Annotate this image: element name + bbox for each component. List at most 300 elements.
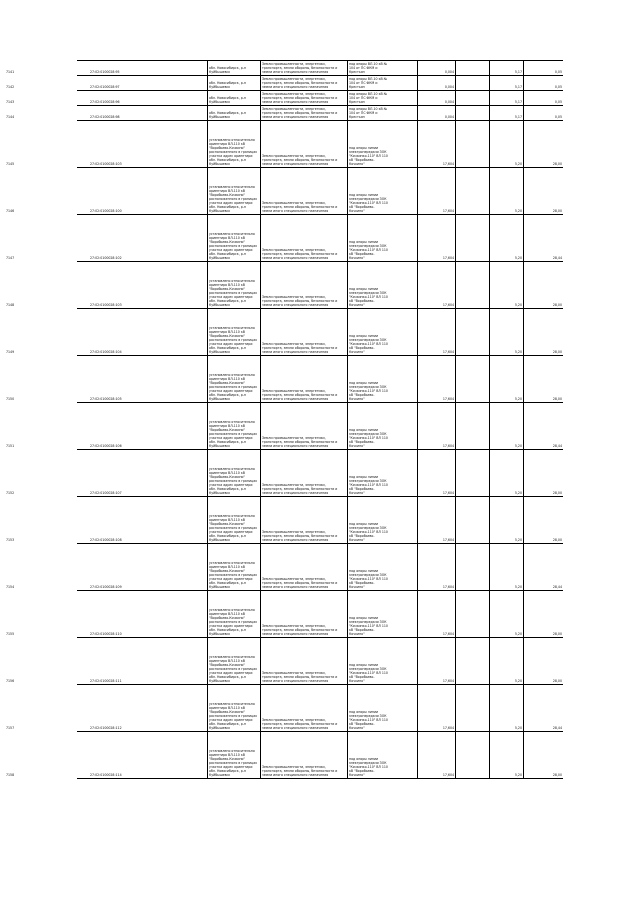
location-cell-text: установлено относительно ориентира ВЛ-110 кВ "Воробьево-Кочкино" расположенного в границах участка адрес ориентира: обл. Новосибирск, р-н Куйбышевск [209, 749, 258, 777]
land-category-cell [260, 732, 347, 778]
row-number-cell-text: 7151 [6, 444, 15, 448]
area-cell-text: 17,604 [442, 162, 454, 166]
permitted-use-cell [347, 497, 417, 543]
location-cell-text: установлено относительно ориентира ВЛ-110 кВ "Воробьево-Кочкино" расположенного в границах участка адрес ориентира: обл. Новосибирск, р-н Куйбышевск [209, 326, 258, 354]
area-cell-text: 17,604 [442, 773, 454, 777]
value-3-cell [523, 168, 563, 214]
value-2-cell [489, 638, 523, 684]
land-category-cell [260, 685, 347, 731]
row-number-cell-text: 7157 [6, 726, 15, 730]
row-number-cell [5, 356, 45, 402]
area-cell [417, 91, 455, 105]
value-2-cell [489, 544, 523, 590]
value-2-cell-text: 5,17 [514, 100, 522, 104]
cadastral-number-cell-text: 27:02:0100028:97 [90, 85, 120, 89]
location-cell-text: установлено относительно ориентира ВЛ-110 кВ "Воробьево-Кочкино" расположенного в границах участка адрес ориентира: обл. Новосибирск, р-н Куйбышевск [209, 185, 258, 213]
value-1-cell [455, 121, 489, 167]
row-number-cell-text: 7156 [6, 679, 15, 683]
cadastral-number-cell [89, 638, 134, 684]
row-number-cell [5, 450, 45, 496]
area-cell [417, 168, 455, 214]
cadastral-number-cell [89, 262, 134, 308]
value-3-cell-text: 28,00 [552, 491, 562, 495]
location-cell-text: установлено относительно ориентира ВЛ-110 кВ "Воробьево-Кочкино" расположенного в границах участка адрес ориентира: обл. Новосибирск, р-н Куйбышевск [209, 373, 258, 401]
location-cell-text: обл. Новосибирск, р-н Куйбышевск [209, 111, 247, 119]
area-cell [417, 262, 455, 308]
location-cell-text: установлено относительно ориентира ВЛ-110 кВ "Воробьево-Кочкино" расположенного в границах участка адрес ориентира: обл. Новосибирск, р-н Куйбышевск [209, 702, 258, 730]
permitted-use-cell-text: под опоры линии электропередачи ЗОК "Кочкинко-110" ВЛ 110 кВ "Воробьево- Кочкино" [349, 663, 388, 683]
table-row [6, 215, 563, 262]
value-3-cell [523, 106, 563, 120]
value-2-cell-text: 5,20 [514, 303, 522, 307]
location-cell [207, 168, 259, 214]
value-2-cell-text: 5,17 [514, 85, 522, 89]
value-3-cell [523, 76, 563, 90]
land-category-cell [260, 61, 347, 75]
value-1-cell [455, 403, 489, 449]
value-2-cell-text: 5,20 [514, 491, 522, 495]
value-1-cell [455, 76, 489, 90]
value-3-cell [523, 356, 563, 402]
location-cell [207, 106, 259, 120]
land-category-cell-text: Земли промышленности, энергетики, транспорта, земли обороны, безопасности и земли иного специального назначения [262, 577, 338, 589]
permitted-use-cell-text: под опоры линии электропередачи ЗОК "Кочкинко-110" ВЛ 110 кВ "Воробьево- Кочкино" [349, 287, 388, 307]
row-number-cell [5, 497, 45, 543]
row-number-cell-text: 7153 [6, 538, 15, 542]
value-3-cell-text: 0,05 [554, 70, 562, 74]
land-category-cell [260, 497, 347, 543]
value-2-cell-text: 5,20 [514, 773, 522, 777]
permitted-use-cell [347, 262, 417, 308]
cadastral-number-cell [89, 168, 134, 214]
value-3-cell-text: 28,00 [552, 303, 562, 307]
permitted-use-cell [347, 403, 417, 449]
value-2-cell [489, 106, 523, 120]
area-cell [417, 497, 455, 543]
land-category-cell [260, 591, 347, 637]
location-cell [207, 544, 259, 590]
permitted-use-cell-text: под опоры линии электропередачи ЗОК "Кочкинко-110" ВЛ 110 кВ "Воробьево- Кочкино" [349, 193, 388, 213]
area-cell-text: 0,004 [444, 100, 454, 104]
value-3-cell-text: 28,00 [552, 679, 562, 683]
cadastral-number-cell-text: 27:02:0100028:102 [90, 256, 122, 260]
value-1-cell [455, 356, 489, 402]
location-cell-text: установлено относительно ориентира ВЛ-110 кВ "Воробьево-Кочкино" расположенного в границах участка адрес ориентира: обл. Новосибирск, р-н Куйбышевск [209, 279, 258, 307]
value-2-cell [489, 403, 523, 449]
table-row [6, 121, 563, 168]
area-cell-text: 0,004 [444, 70, 454, 74]
land-category-cell-text: Земли промышленности, энергетики, транспорта, земли обороны, безопасности и земли иного специального назначения [262, 624, 338, 636]
land-category-cell-text: Земли промышленности, энергетики, транспорта, земли обороны, безопасности и земли иного специального назначения [262, 77, 338, 89]
permitted-use-cell-text: под опоры ВЛ-10 кВ № 104 от ПС ФКМ и Крестьян [349, 62, 388, 74]
value-2-cell-text: 5,17 [514, 115, 522, 119]
area-cell-text: 17,604 [442, 397, 454, 401]
value-2-cell [489, 61, 523, 75]
value-2-cell-text: 5,20 [514, 538, 522, 542]
value-3-cell-text: 0,05 [554, 85, 562, 89]
row-number-cell [5, 262, 45, 308]
cadastral-number-cell-text: 27:02:0100028:100 [90, 209, 122, 213]
land-category-cell [260, 91, 347, 105]
cadastral-number-cell [89, 106, 134, 120]
table-row [6, 76, 563, 91]
value-3-cell [523, 497, 563, 543]
location-cell-text: обл. Новосибирск, р-н Куйбышевск [209, 81, 247, 89]
value-2-cell [489, 450, 523, 496]
table-row [6, 168, 563, 215]
area-cell [417, 638, 455, 684]
land-category-cell [260, 544, 347, 590]
table-row [6, 262, 563, 309]
row-number-cell-text: 7143 [6, 100, 15, 104]
cadastral-number-cell-text: 27:02:0100028:95 [90, 70, 120, 74]
table-row [6, 91, 563, 106]
permitted-use-cell-text: под опоры линии электропередачи ЗОК "Кочкинко-110" ВЛ 110 кВ "Воробьево- Кочкино" [349, 428, 388, 448]
location-cell-text: установлено относительно ориентира ВЛ-110 кВ "Воробьево-Кочкино" расположенного в границах участка адрес ориентира: обл. Новосибирск, р-н Куйбышевск [209, 608, 258, 636]
cadastral-number-cell-text: 27:02:0100028:107 [90, 491, 122, 495]
location-cell-text: установлено относительно ориентира ВЛ-110 кВ "Воробьево-Кочкино" расположенного в границах участка адрес ориентира: обл. Новосибирск, р-н Куйбышевск [209, 655, 258, 683]
area-cell [417, 215, 455, 261]
land-category-cell-text: Земли промышленности, энергетики, транспорта, земли обороны, безопасности и земли иного специального назначения [262, 436, 338, 448]
location-cell [207, 262, 259, 308]
area-cell-text: 17,604 [442, 209, 454, 213]
location-cell [207, 356, 259, 402]
location-cell-text: обл. Новосибирск, р-н Куйбышевск [209, 66, 247, 74]
row-number-cell-text: 7155 [6, 632, 15, 636]
land-category-cell-text: Земли промышленности, энергетики, транспорта, земли обороны, безопасности и земли иного специального назначения [262, 718, 338, 730]
value-3-cell [523, 121, 563, 167]
permitted-use-cell [347, 76, 417, 90]
value-3-cell [523, 591, 563, 637]
value-2-cell-text: 5,20 [514, 679, 522, 683]
value-3-cell-text: 28,00 [552, 350, 562, 354]
value-3-cell-text: 28,00 [552, 632, 562, 636]
land-category-cell-text: Земли промышленности, энергетики, транспорта, земли обороны, безопасности и земли иного специального назначения [262, 295, 338, 307]
value-1-cell [455, 91, 489, 105]
row-number-cell [5, 91, 45, 105]
land-category-cell-text: Земли промышленности, энергетики, транспорта, земли обороны, безопасности и земли иного специального назначения [262, 62, 338, 74]
value-3-cell-text: 28,00 [552, 209, 562, 213]
value-3-cell [523, 732, 563, 778]
permitted-use-cell-text: под опоры ВЛ-10 кВ № 104 от ПС ФКМ и Крестьян [349, 77, 388, 89]
row-number-cell [5, 168, 45, 214]
value-2-cell [489, 76, 523, 90]
value-3-cell-text: 28,00 [552, 773, 562, 777]
land-category-cell [260, 450, 347, 496]
value-2-cell [489, 91, 523, 105]
land-category-cell-text: Земли промышленности, энергетики, транспорта, земли обороны, безопасности и земли иного специального назначения [262, 389, 338, 401]
cadastral-number-cell [89, 450, 134, 496]
table-row [6, 732, 563, 779]
location-cell-text: установлено относительно ориентира ВЛ-110 кВ "Воробьево-Кочкино" расположенного в границах участка адрес ориентира: обл. Новосибирск, р-н Куйбышевск [209, 514, 258, 542]
cadastral-number-cell-text: 27:02:0100028:109 [90, 585, 122, 589]
value-2-cell [489, 732, 523, 778]
cadastral-number-cell [89, 121, 134, 167]
cadastral-number-cell-text: 27:02:0100028:114 [90, 773, 122, 777]
land-category-cell-text: Земли промышленности, энергетики, транспорта, земли обороны, безопасности и земли иного специального назначения [262, 530, 338, 542]
value-1-cell [455, 168, 489, 214]
row-number-cell [5, 106, 45, 120]
area-cell-text: 17,604 [442, 444, 454, 448]
value-2-cell [489, 591, 523, 637]
area-cell-text: 17,604 [442, 538, 454, 542]
value-3-cell-text: 28,00 [552, 538, 562, 542]
permitted-use-cell [347, 591, 417, 637]
permitted-use-cell-text: под опоры линии электропередачи ЗОК "Кочкинко-110" ВЛ 110 кВ "Воробьево- Кочкино" [349, 334, 388, 354]
row-number-cell-text: 7147 [6, 256, 15, 260]
cadastral-number-cell [89, 91, 134, 105]
value-1-cell [455, 638, 489, 684]
land-category-cell-text: Земли промышленности, энергетики, транспорта, земли обороны, безопасности и земли иного специального назначения [262, 154, 338, 166]
land-category-cell [260, 403, 347, 449]
row-number-cell [5, 544, 45, 590]
value-3-cell-text: 28,00 [552, 162, 562, 166]
row-number-cell-text: 7144 [6, 115, 15, 119]
land-category-cell-text: Земли промышленности, энергетики, транспорта, земли обороны, безопасности и земли иного специального назначения [262, 342, 338, 354]
cadastral-number-cell-text: 27:02:0100028:106 [90, 444, 122, 448]
value-1-cell [455, 309, 489, 355]
location-cell [207, 121, 259, 167]
cadastral-number-cell [89, 215, 134, 261]
cadastral-number-cell [89, 309, 134, 355]
area-cell [417, 356, 455, 402]
permitted-use-cell-text: под опоры линии электропередачи ЗОК "Кочкинко-110" ВЛ 110 кВ "Воробьево- Кочкино" [349, 146, 388, 166]
row-number-cell [5, 685, 45, 731]
value-2-cell [489, 262, 523, 308]
row-number-cell [5, 732, 45, 778]
row-number-cell-text: 7158 [6, 773, 15, 777]
area-cell [417, 591, 455, 637]
area-cell [417, 309, 455, 355]
value-3-cell [523, 91, 563, 105]
value-1-cell [455, 215, 489, 261]
permitted-use-cell-text: под опоры линии электропередачи ЗОК "Кочкинко-110" ВЛ 110 кВ "Воробьево- Кочкино" [349, 381, 388, 401]
cadastral-number-cell [89, 61, 134, 75]
area-cell-text: 17,604 [442, 256, 454, 260]
area-cell [417, 61, 455, 75]
row-number-cell-text: 7150 [6, 397, 15, 401]
area-cell [417, 106, 455, 120]
value-2-cell-text: 5,20 [514, 632, 522, 636]
value-2-cell [489, 685, 523, 731]
value-2-cell [489, 215, 523, 261]
table-row [6, 106, 563, 121]
location-cell-text: установлено относительно ориентира ВЛ-110 кВ "Воробьево-Кочкино" расположенного в границах участка адрес ориентира: обл. Новосибирск, р-н Куйбышевск [209, 420, 258, 448]
value-1-cell [455, 61, 489, 75]
row-number-cell-text: 7149 [6, 350, 15, 354]
area-cell-text: 17,604 [442, 303, 454, 307]
cadastral-number-cell-text: 27:02:0100028:105 [90, 397, 122, 401]
cadastral-number-cell [89, 685, 134, 731]
value-2-cell [489, 309, 523, 355]
land-category-cell [260, 106, 347, 120]
area-cell [417, 76, 455, 90]
area-cell [417, 121, 455, 167]
permitted-use-cell-text: под опоры линии электропередачи ЗОК "Кочкинко-110" ВЛ 110 кВ "Воробьево- Кочкино" [349, 616, 388, 636]
area-cell-text: 17,604 [442, 491, 454, 495]
area-cell [417, 732, 455, 778]
cadastral-number-cell [89, 76, 134, 90]
value-3-cell [523, 61, 563, 75]
area-cell-text: 17,604 [442, 726, 454, 730]
location-cell [207, 638, 259, 684]
table-row [6, 403, 563, 450]
location-cell [207, 76, 259, 90]
cadastral-number-cell [89, 544, 134, 590]
location-cell [207, 450, 259, 496]
permitted-use-cell [347, 450, 417, 496]
row-number-cell [5, 121, 45, 167]
location-cell [207, 685, 259, 731]
row-number-cell-text: 7154 [6, 585, 15, 589]
permitted-use-cell [347, 215, 417, 261]
value-3-cell-text: 28,44 [552, 256, 562, 260]
row-number-cell [5, 309, 45, 355]
table-row [6, 497, 563, 544]
value-3-cell [523, 262, 563, 308]
permitted-use-cell [347, 309, 417, 355]
cadastral-number-cell [89, 591, 134, 637]
land-category-cell-text: Земли промышленности, энергетики, транспорта, земли обороны, безопасности и земли иного специального назначения [262, 248, 338, 260]
value-3-cell-text: 28,44 [552, 726, 562, 730]
row-number-cell [5, 215, 45, 261]
value-3-cell-text: 0,05 [554, 115, 562, 119]
value-3-cell-text: 28,00 [552, 397, 562, 401]
cadastral-number-cell-text: 27:02:0100028:98 [90, 115, 120, 119]
permitted-use-cell [347, 732, 417, 778]
value-3-cell [523, 685, 563, 731]
row-number-cell-text: 7141 [6, 70, 15, 74]
permitted-use-cell-text: под опоры линии электропередачи ЗОК "Кочкинко-110" ВЛ 110 кВ "Воробьево- Кочкино" [349, 757, 388, 777]
permitted-use-cell [347, 106, 417, 120]
land-category-cell-text: Земли промышленности, энергетики, транспорта, земли обороны, безопасности и земли иного специального назначения [262, 671, 338, 683]
row-number-cell [5, 76, 45, 90]
permitted-use-cell-text: под опоры линии электропередачи ЗОК "Кочкинко-110" ВЛ 110 кВ "Воробьево- Кочкино" [349, 569, 388, 589]
cadastral-number-cell-text: 27:02:0100028:103 [90, 303, 122, 307]
land-category-cell [260, 121, 347, 167]
land-category-cell [260, 638, 347, 684]
land-category-cell [260, 262, 347, 308]
location-cell [207, 61, 259, 75]
table-row [6, 685, 563, 732]
cadastral-number-cell [89, 356, 134, 402]
location-cell-text: установлено относительно ориентира ВЛ-110 кВ "Воробьево-Кочкино" расположенного в границах участка адрес ориентира: обл. Новосибирск, р-н Куйбышевск [209, 138, 258, 166]
value-3-cell [523, 450, 563, 496]
location-cell-text: установлено относительно ориентира ВЛ-110 кВ "Воробьево-Кочкино" расположенного в границах участка адрес ориентира: обл. Новосибирск, р-н Куйбышевск [209, 232, 258, 260]
cadastral-number-cell-text: 27:02:0100028:111 [90, 679, 122, 683]
permitted-use-cell-text: под опоры линии электропередачи ЗОК "Кочкинко-110" ВЛ 110 кВ "Воробьево- Кочкино" [349, 710, 388, 730]
row-number-cell-text: 7146 [6, 209, 15, 213]
value-3-cell [523, 544, 563, 590]
area-cell [417, 544, 455, 590]
value-1-cell [455, 685, 489, 731]
value-2-cell [489, 121, 523, 167]
table-row [6, 356, 563, 403]
land-category-cell-text: Земли промышленности, энергетики, транспорта, земли обороны, безопасности и земли иного специального назначения [262, 107, 338, 119]
cadastral-number-cell-text: 27:02:0100028:104 [90, 350, 122, 354]
value-3-cell [523, 403, 563, 449]
permitted-use-cell [347, 121, 417, 167]
location-cell-text: установлено относительно ориентира ВЛ-110 кВ "Воробьево-Кочкино" расположенного в границах участка адрес ориентира: обл. Новосибирск, р-н Куйбышевск [209, 467, 258, 495]
cadastral-number-cell [89, 732, 134, 778]
cadastral-number-cell-text: 27:02:0100028:110 [90, 632, 122, 636]
area-cell-text: 17,604 [442, 350, 454, 354]
value-1-cell [455, 262, 489, 308]
row-number-cell [5, 591, 45, 637]
permitted-use-cell [347, 91, 417, 105]
location-cell-text: обл. Новосибирск, р-н Куйбышевск [209, 96, 247, 104]
table-row [6, 544, 563, 591]
value-3-cell [523, 309, 563, 355]
value-1-cell [455, 732, 489, 778]
location-cell [207, 215, 259, 261]
value-3-cell-text: 28,44 [552, 585, 562, 589]
value-3-cell-text: 28,44 [552, 444, 562, 448]
value-2-cell [489, 168, 523, 214]
permitted-use-cell-text: под опоры линии электропередачи ЗОК "Кочкинко-110" ВЛ 110 кВ "Воробьево- Кочкино" [349, 522, 388, 542]
table-row [6, 591, 563, 638]
table-row [6, 61, 563, 76]
area-cell-text: 0,004 [444, 115, 454, 119]
cadastral-number-cell [89, 497, 134, 543]
table-row [6, 638, 563, 685]
area-cell [417, 450, 455, 496]
value-3-cell-text: 0,05 [554, 100, 562, 104]
value-2-cell-text: 5,17 [514, 70, 522, 74]
cadastral-number-cell-text: 27:02:0100028:96 [90, 100, 120, 104]
value-2-cell-text: 5,20 [514, 726, 522, 730]
land-category-cell-text: Земли промышленности, энергетики, транспорта, земли обороны, безопасности и земли иного специального назначения [262, 201, 338, 213]
permitted-use-cell [347, 544, 417, 590]
permitted-use-cell [347, 61, 417, 75]
value-2-cell-text: 5,20 [514, 162, 522, 166]
location-cell-text: установлено относительно ориентира ВЛ-110 кВ "Воробьево-Кочкино" расположенного в границах участка адрес ориентира: обл. Новосибирск, р-н Куйбышевск [209, 561, 258, 589]
value-3-cell [523, 638, 563, 684]
row-number-cell-text: 7148 [6, 303, 15, 307]
value-2-cell-text: 5,20 [514, 444, 522, 448]
value-2-cell [489, 356, 523, 402]
row-number-cell-text: 7142 [6, 85, 15, 89]
land-category-cell-text: Земли промышленности, энергетики, транспорта, земли обороны, безопасности и земли иного специального назначения [262, 483, 338, 495]
land-category-cell [260, 215, 347, 261]
row-number-cell-text: 7145 [6, 162, 15, 166]
land-category-cell [260, 356, 347, 402]
land-category-cell-text: Земли промышленности, энергетики, транспорта, земли обороны, безопасности и земли иного специального назначения [262, 765, 338, 777]
location-cell [207, 309, 259, 355]
location-cell [207, 497, 259, 543]
area-cell-text: 17,604 [442, 679, 454, 683]
value-2-cell-text: 5,20 [514, 256, 522, 260]
area-cell-text: 17,604 [442, 632, 454, 636]
land-parcel-table [6, 60, 563, 779]
location-cell [207, 732, 259, 778]
value-1-cell [455, 591, 489, 637]
permitted-use-cell-text: под опоры линии электропередачи ЗОК "Кочкинко-110" ВЛ 110 кВ "Воробьево- Кочкино" [349, 475, 388, 495]
table-row [6, 450, 563, 497]
permitted-use-cell [347, 638, 417, 684]
cadastral-number-cell [89, 403, 134, 449]
cadastral-number-cell-text: 27:02:0100028:103 [90, 162, 122, 166]
cadastral-number-cell-text: 27:02:0100028:108 [90, 538, 122, 542]
row-number-cell [5, 61, 45, 75]
cadastral-number-cell-text: 27:02:0100028:112 [90, 726, 122, 730]
land-category-cell [260, 168, 347, 214]
value-1-cell [455, 497, 489, 543]
permitted-use-cell-text: под опоры ВЛ-10 кВ № 104 от ПС ФКМ и Крестьян [349, 92, 388, 104]
land-category-cell-text: Земли промышленности, энергетики, транспорта, земли обороны, безопасности и земли иного специального назначения [262, 92, 338, 104]
permitted-use-cell [347, 168, 417, 214]
land-category-cell [260, 76, 347, 90]
